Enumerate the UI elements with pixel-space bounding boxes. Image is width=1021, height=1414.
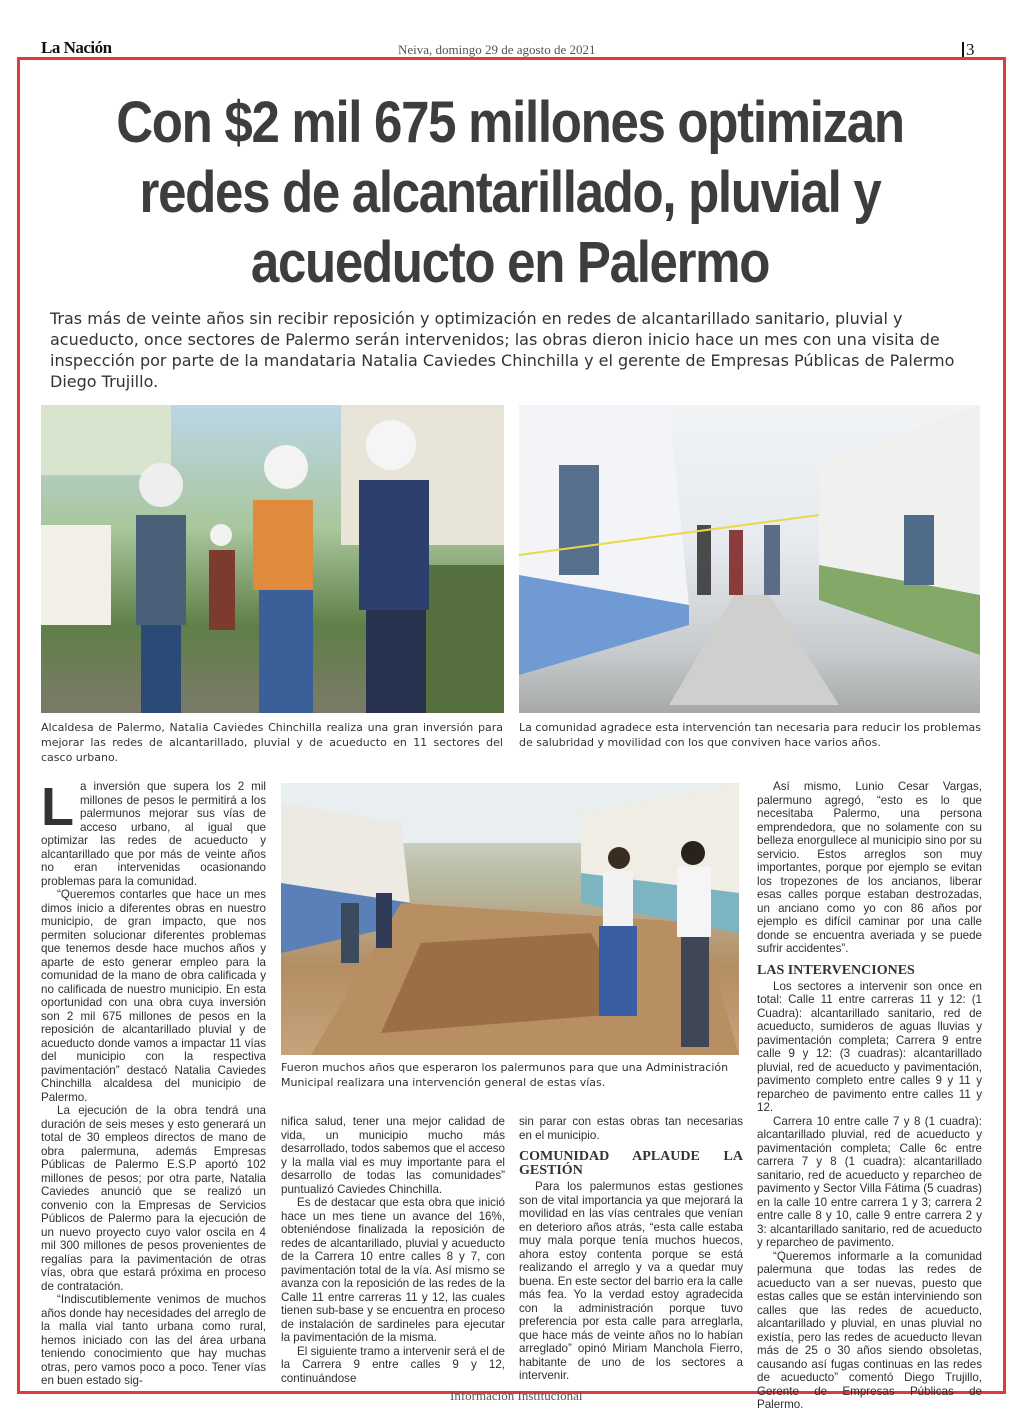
- paragraph: “Queremos informarle a la comunidad palermuna que todas las redes de acueducto van a ser nuevas, puesto que estas calles que se están interviniendo son calles que las redes de acueducto, alcantarillado y pluvial, en unas pluvial no existía, pero las redes de acueducto llevan más de 25 o 30 años siendo obsoletas, causando así fugas continuas en las redes de acueducto” comentó Diego Trujillo, Gerente de Empresas Públicas de Palermo.: [757, 1249, 982, 1411]
- lead-paragraph: Tras más de veinte años sin recibir reposición y optimización en redes de alcantarillado sanitario, pluvial y acueducto, once sectores de Palermo serán intervenidos; las obras dieron inicio hace un mes con una visita de inspección por parte de la mandataria Natalia Caviedes Chinchilla y el gerente de Empresas Públicas de Palermo Diego Trujillo.: [50, 309, 955, 391]
- paragraph: Los sectores a intervenir son once en total: Calle 11 entre carreras 11 y 12: (1 Cuadra): alcantarillado sanitario, red de acueducto, sumideros de aguas lluvias y pavimentación completa; Carrera 9 entre calle 9 y 12: (3 cuadras): alcantarillado pluvial, red de acueducto y pavimentación, pavimento completo entre calles 9 y 11 y reparcheo de pavimento entre calles 11 y 12.: [757, 979, 982, 1114]
- dateline: Neiva, domingo 29 de agosto de 2021: [398, 42, 596, 57]
- paragraph: El siguiente tramo a intervenir será el de la Carrera 9 entre calles 9 y 12, continuándose: [281, 1344, 505, 1385]
- photo-street-walk: [519, 405, 980, 713]
- paragraph: Carrera 10 entre calle 7 y 8 (1 cuadra): alcantarillado pluvial, red de acueducto y pavimentación completa; Calle 6c entre carrera 7 y 8 (1 cuadra): alcantarillado sanitario, red de acueducto y reparcheo de pavimento y Sector Villa Fátima (5 cuadras) en la calle 10 entre carrera 1 y 3; carrera 2 entre calle 8 y 10, calle 9 entre carrera 2 y 3: alcantarillado sanitario, red de acueducto y reparcheo de pavimento.: [757, 1114, 982, 1249]
- caption-photo-1: Alcaldesa de Palermo, Natalia Caviedes Chinchilla realiza una gran inversión para mejorar las redes de alcantarillado, pluvial y de acueducto en 11 sectores del casco urbano.: [41, 721, 503, 764]
- photo-excavation-works: [281, 783, 739, 1055]
- text-column-4: [757, 780, 982, 1412]
- drop-cap: L: [41, 777, 74, 837]
- text-column-2: [281, 1115, 505, 1385]
- paragraph: La ejecución de la obra tendrá una duración de seis meses y esto generará un total de 30 empleos directos de mano de obra palermuna, además Empresas Públicas de Palermo E.S.P aportó 102 millones de pesos; por otra parte, Natalia Caviedes anunció que se realizó un convenio con la Empresas de Servicios Públicos de Palermo para la ejecución de un nuevo proyecto cuyo valor oscila en 4 mil 300 millones de pesos provenientes de regalías para la pavimentación de otras vías, obra que estará próxima en proceso de contratación.: [41, 1104, 266, 1293]
- paragraph: “Indiscutiblemente venimos de muchos años donde hay necesidades del arreglo de la malla vial tanto urbana como rural, hemos iniciado con las del área urbana teniendo conocimiento que hay muchas otras, pero vamos poco a poco. Tener vías en buen estado sig-: [41, 1293, 266, 1387]
- paragraph-text: a inversión que supera los 2 mil millones de pesos le permitirá a los palermunos mejorar sus vías de acceso urbano, al igual que optimizar las redes de acueducto y alcantarillado que por más de veinte años no eran intervenidas ocasionando problemas para la comunidad.: [41, 780, 266, 888]
- paragraph: “Queremos contarles que hace un mes dimos inicio a diferentes obras en nuestro municipio, de gran impacto, que nos permiten solucionar diferentes problemas que tenemos desde hace muchos años y aparte de esto generar empleo para la comunidad de la mano de obra calificada y no calificada de nuestro municipio. En esta oportunidad con una obra cuya inversión son 2 mil 675 millones de pesos en la reposición de alcantarillado pluvial y de acueducto donde vamos a impactar 11 vías del municipio con la respectiva pavimentación” destacó Natalia Caviedes Chinchilla alcaldesa del municipio de Palermo.: [41, 888, 266, 1104]
- paragraph: Para los palermunos estas gestiones son de vital importancia ya que mejorará la movilidad en las vías centrales que venían en deterioro años atrás, “esta calle estaba muy mala porque tenía muchos huecos, ahora estoy contenta porque se está realizando el arreglo y va a quedar muy buena. En este sector del barrio era la calle más fea. Yo la verdad estoy agradecida con la administración porque tuvo preferencia por esta calle para arreglarla, que hace más de veinte años no lo habían arreglado” opinó Miriam Manchola Fierro, habitante de uno de los sectores a intervenir.: [519, 1180, 743, 1382]
- page-number: 3: [966, 40, 975, 59]
- paragraph: [41, 777, 266, 888]
- paragraph: Así mismo, Lunio Cesar Vargas, palermuno agregó, “esto es lo que necesitaba Palermo, una persona emprendedora, que no solamente con su belleza enorgullece al municipio sino por su servicio. Estos arreglos son muy importantes, porque por ejemplo se evitan los tropezones de los ancianos, liberar esas calles porque estaban destrozadas, un anciano como yo con 86 años por ejemplo es difícil caminar por una calle donde se encuentra averiada y se puede sufrir accidentes”.: [757, 780, 982, 955]
- subheading-comunidad: COMUNIDAD APLAUDE LA GESTIÓN: [519, 1149, 743, 1178]
- photo-officials-inspection: [41, 405, 504, 713]
- paragraph: sin parar con estas obras tan necesarias en el municipio.: [519, 1115, 743, 1142]
- text-column-1: [41, 777, 266, 1388]
- paragraph: nifica salud, tener una mejor calidad de vida, un municipio mucho más desarrollado, todos sabemos que el acceso y la malla vial es muy importante para el desarrollo de todas las comunidades” puntualizó Caviedes Chinchilla.: [281, 1115, 505, 1196]
- paragraph: Es de destacar que esta obra que inició hace un mes tiene un avance del 16%, obteniéndose finalizada la reposición de redes de alcantarillado, pluvial y acueducto de la Carrera 10 entre calles 8 y 7, con pavimentación total de la vía. Así mismo se avanza con la reposición de las redes de la Calle 11 entre carreras 11 y 12, las cuales tienen sub-base y se encuentra en proceso de instalación de sardineles para ejecutar la pavimentación de la misma.: [281, 1196, 505, 1344]
- headline: Con $2 mil 675 millones optimizan redes de alcantarillado, pluvial y acueducto en Palermo: [116, 90, 904, 295]
- subheading-intervenciones: LAS INTERVENCIONES: [757, 962, 915, 978]
- masthead-logo: La Nación: [41, 38, 112, 57]
- text-column-3: [519, 1115, 743, 1383]
- caption-photo-2: La comunidad agradece esta intervención tan necesaria para reducir los problemas de salubridad y movilidad con los que conviven hace varios años.: [519, 721, 981, 749]
- footer-label: Información Institucional: [450, 1388, 583, 1403]
- caption-photo-3: Fueron muchos años que esperaron los palermunos para que una Administración Municipal realizara una intervención general de estas vías.: [281, 1061, 729, 1089]
